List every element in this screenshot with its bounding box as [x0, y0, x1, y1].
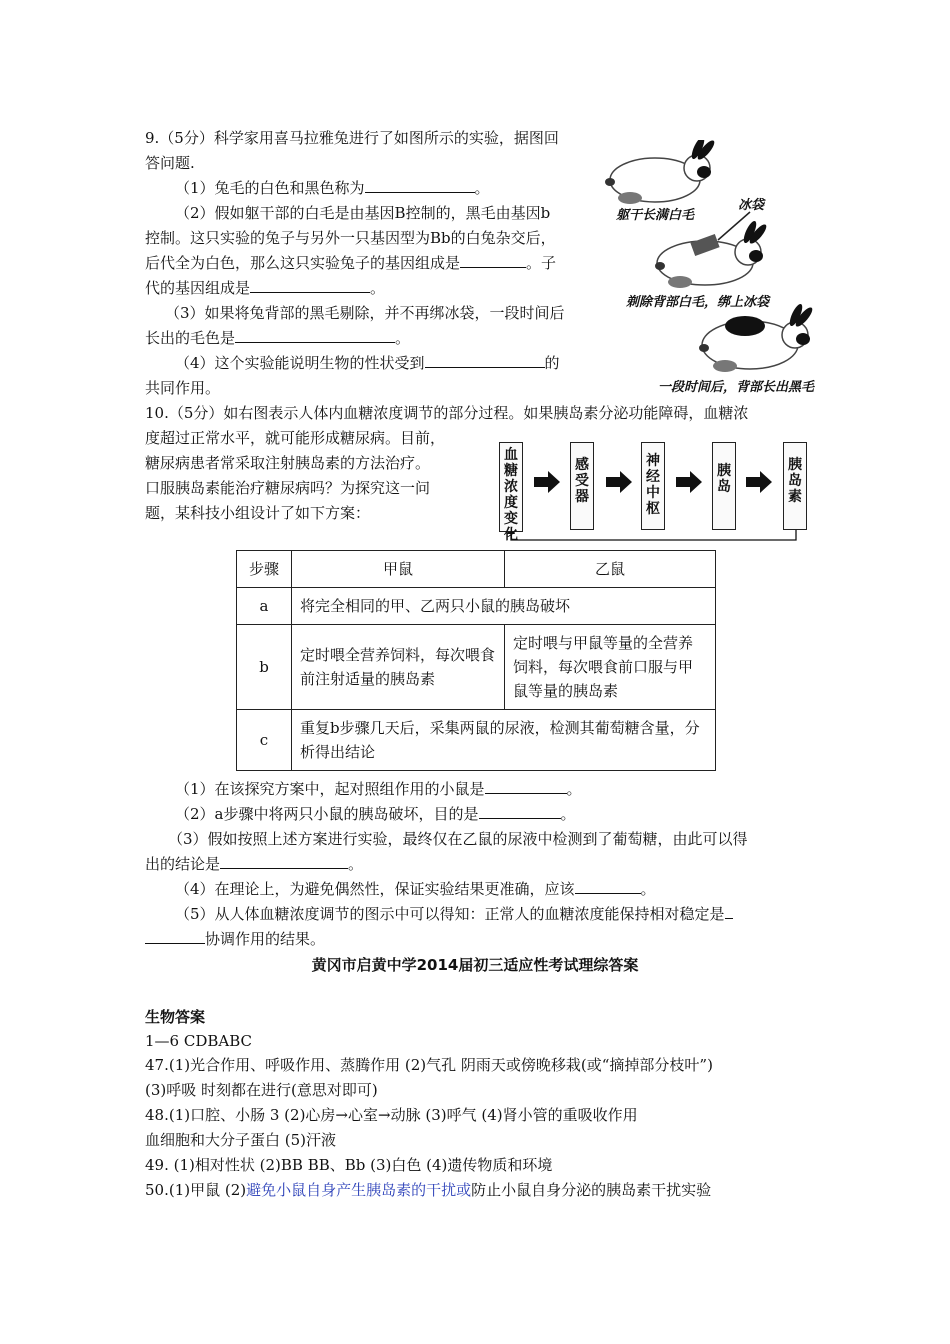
answer-mc: 1—6 CDBABC [145, 1032, 252, 1050]
answer-blank [725, 904, 733, 919]
flow-box-nerve-center: 神 经 中 枢 [641, 442, 665, 530]
answer-50: 50.(1)甲鼠 (2)避免小鼠自身产生胰岛素的干扰或防止小鼠自身分泌的胰岛素干扰实验 [145, 1181, 712, 1199]
answer-50-highlight: 避免小鼠自身产生胰岛素的干扰或 [246, 1181, 472, 1199]
answer-blank [485, 779, 567, 794]
answer-blank [220, 854, 348, 869]
q10-line3: 糖尿病患者常采取注射胰岛素的方法治疗。 [145, 454, 431, 472]
answer-blank [479, 804, 561, 819]
answer-blank [460, 253, 526, 268]
step-b-yi: 定时喂与甲鼠等量的全营养饲料，每次喂食前口服与甲鼠等量的胰岛素 [505, 625, 716, 710]
header-step: 步骤 [237, 551, 292, 588]
flow-box-blood-sugar: 血 糖 浓 度 变 化 [499, 442, 523, 532]
blood-sugar-flow-diagram [490, 440, 810, 548]
q10-line4: 口服胰岛素能治疗糖尿病吗？为探究这一问 [145, 479, 431, 497]
q9-part3-line2: 长出的毛色是 。 [145, 329, 411, 347]
q9-part4-line1: （4）这个实验能说明生物的性状受到 的 [175, 354, 560, 372]
rabbit-label-icebag: 冰袋 [738, 198, 765, 213]
table-row [237, 588, 716, 625]
q9-part1: （1）兔毛的白色和黑色称为 。 [175, 179, 490, 197]
answer-48-line2: 血细胞和大分子蛋白 (5)汗液 [145, 1131, 337, 1149]
q9-part2-line2: 控制。这只实验的兔子与另外一只基因型为Bb的白兔杂交后， [145, 229, 556, 247]
step-c-text: 重复b步骤几天后，采集两鼠的尿液，检测其葡萄糖含量，分析得出结论 [292, 710, 716, 771]
header-mouse-jia: 甲鼠 [292, 551, 505, 588]
q10-line5: 题，某科技小组设计了如下方案： [145, 504, 371, 522]
table-row [237, 710, 716, 771]
flow-box-insulin: 胰 岛 素 [783, 442, 807, 530]
answer-blank [575, 879, 641, 894]
step-b: b [237, 625, 292, 710]
q9-part3-line1: （3）如果将兔背部的黑毛剔除，并不再绑冰袋，一段时间后 [165, 304, 565, 322]
experiment-table [236, 550, 716, 771]
step-c: c [237, 710, 292, 771]
answer-blank [235, 328, 395, 343]
answer-blank [145, 929, 205, 944]
answer-blank [365, 178, 475, 193]
q10-line2: 度超过正常水平，就可能形成糖尿病。目前， [145, 429, 446, 447]
q10-line1: 10.（5分）如右图表示人体内血糖浓度调节的部分过程。如果胰岛素分泌功能障碍，血糖浓 [145, 404, 749, 422]
flow-box-receptor: 感 受 器 [570, 442, 594, 530]
step-b-jia: 定时喂全营养饲料，每次喂食前注射适量的胰岛素 [292, 625, 505, 710]
table-row [237, 625, 716, 710]
answer-blank [250, 278, 370, 293]
flow-box-islet: 胰 岛 [712, 442, 736, 530]
q10-sub1: （1）在该探究方案中，起对照组作用的小鼠是 。 [175, 780, 582, 798]
step-a-text: 将完全相同的甲、乙两只小鼠的胰岛破坏 [292, 588, 716, 625]
q9-part2-line1: （2）假如躯干部的白毛是由基因B控制的，黑毛由基因b [175, 204, 551, 222]
answer-48-line1: 48.(1)口腔、小肠 3 (2)心房→心室→动脉 (3)呼气 (4)肾小管的重吸收作用 [145, 1106, 638, 1124]
q9-intro-line1: 9.（5分）科学家用喜马拉雅兔进行了如图所示的实验，据图回 [145, 129, 559, 147]
answer-title: 黄冈市启黄中学2014届初三适应性考试理综答案 [311, 956, 639, 974]
q10-sub2: （2）a步骤中将两只小鼠的胰岛破坏，目的是 。 [175, 805, 576, 823]
rabbit-label-1: 躯干长满白毛 [616, 208, 695, 223]
rabbit-label-2: 剃除背部白毛，绑上冰袋 [626, 295, 770, 310]
q9-part4-line2: 共同作用。 [145, 379, 221, 397]
q10-sub5-line1: （5）从人体血糖浓度调节的图示中可以得知：正常人的血糖浓度能保持相对稳定是 [175, 904, 733, 924]
q9-intro-line2: 答问题. [145, 154, 195, 172]
rabbit-illustration [600, 140, 815, 400]
table-header-row [237, 551, 716, 588]
rabbit-experiment-figure [600, 140, 815, 400]
answer-blank [425, 353, 545, 368]
q9-part2-line4: 代的基因组成是 。 [145, 279, 386, 297]
q10-sub4: （4）在理论上，为避免偶然性，保证实验结果更准确，应该 。 [175, 880, 656, 898]
step-a: a [237, 588, 292, 625]
answer-49: 49. (1)相对性状 (2)BB BB、Bb (3)白色 (4)遗传物质和环境 [145, 1156, 553, 1174]
rabbit-1-icon [605, 140, 717, 204]
answer-47-line2: (3)呼吸 时刻都在进行(意思对即可) [145, 1081, 378, 1099]
rabbit-label-3: 一段时间后，背部长出黑毛 [658, 380, 815, 395]
q9-part2-line3: 后代全为白色，那么这只实验兔子的基因组成是 。子 [145, 254, 557, 272]
q10-sub5-line2: 协调作用的结果。 [145, 929, 325, 949]
bio-answers-heading: 生物答案 [145, 1008, 206, 1026]
q10-sub3-line2: 出的结论是 。 [145, 855, 364, 873]
header-mouse-yi: 乙鼠 [505, 551, 716, 588]
q10-sub3-line1: （3）假如按照上述方案进行实验，最终仅在乙鼠的尿液中检测到了葡萄糖，由此可以得 [168, 830, 748, 848]
answer-47-line1: 47.(1)光合作用、呼吸作用、蒸腾作用 (2)气孔 阴雨天或傍晚移栽(或“摘掉部分枝叶”) [145, 1056, 713, 1074]
